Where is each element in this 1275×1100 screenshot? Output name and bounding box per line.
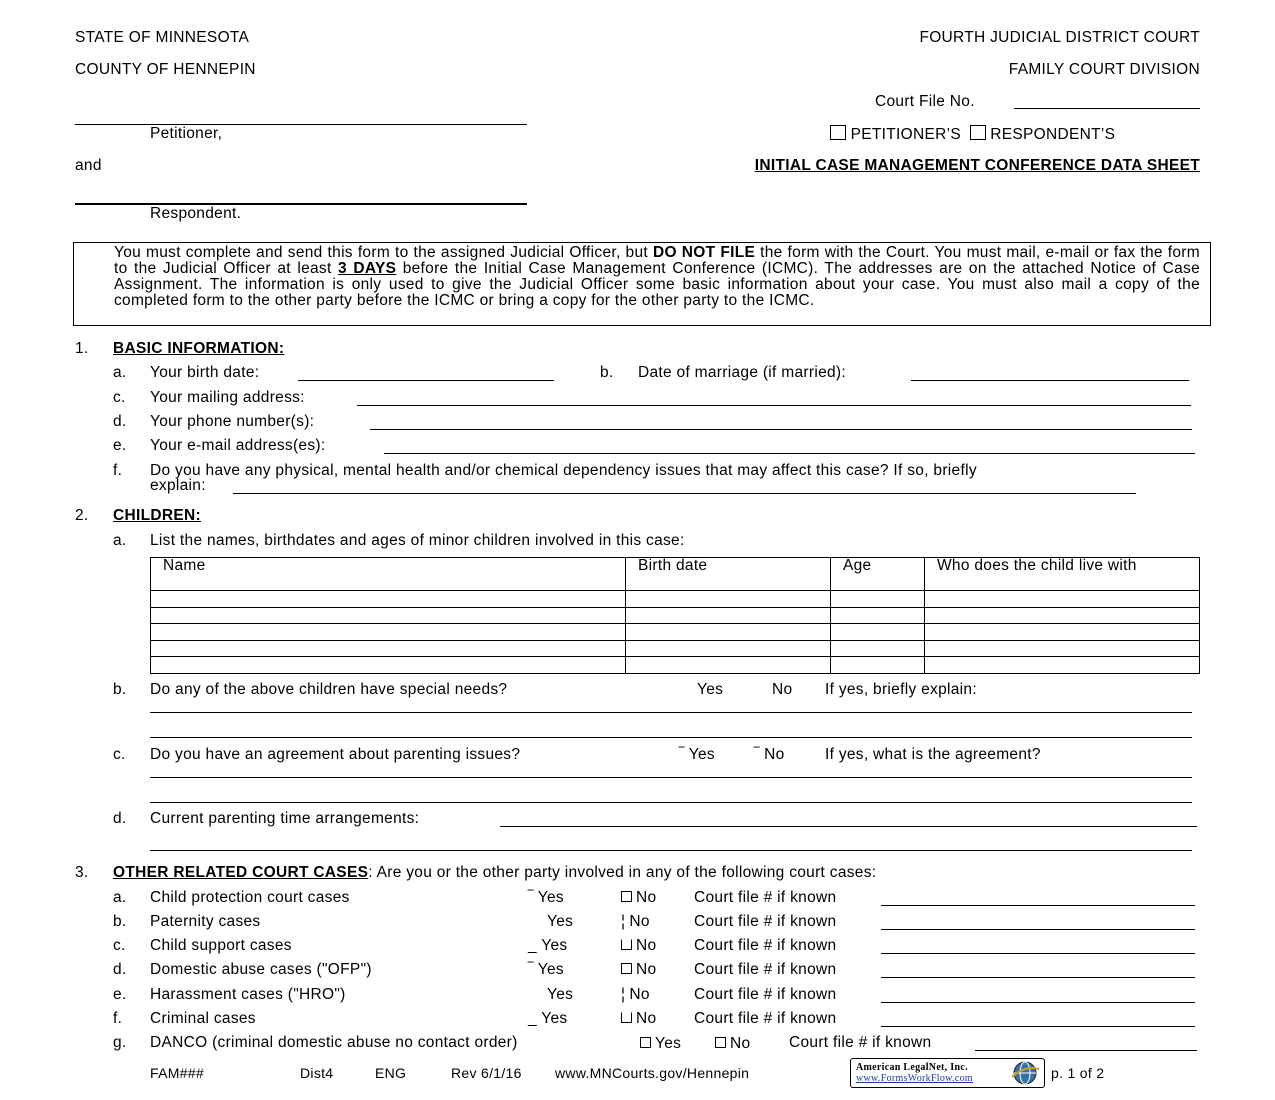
table-cell[interactable] [831,640,925,657]
table-cell[interactable] [151,640,626,657]
vendor-logo [850,1058,1045,1088]
case-yes-checkbox[interactable]: _ [528,1010,542,1027]
table-cell[interactable] [925,657,1200,674]
agreement-field-2[interactable] [150,802,1192,803]
case-label: Domestic abuse cases ("OFP") [150,961,372,978]
case-label: Child support cases [150,937,292,954]
item-letter: f. [113,462,123,479]
table-cell[interactable] [831,657,925,674]
item-letter: a. [113,364,127,381]
col-age: Age [831,558,925,591]
special-needs-label: Do any of the above children have special needs? [150,681,508,698]
logo-link[interactable]: www.FormsWorkFlow.com [856,1073,973,1084]
item-letter: c. [113,937,126,954]
case-label: Paternity cases [150,913,261,930]
county-label: COUNTY OF HENNEPIN [75,61,256,78]
court-file-field[interactable] [1014,108,1200,109]
phone-field[interactable] [370,429,1192,430]
form-title: INITIAL CASE MANAGEMENT CONFERENCE DATA SHEET [754,157,1200,174]
agreement-label: Do you have an agreement about parenting issues? [150,746,521,763]
case-yes[interactable]: Yes [537,889,564,906]
petitioner-name-field[interactable] [75,124,527,125]
issues-explain-label: explain: [150,477,206,494]
marriage-date-label: Date of marriage (if married): [638,364,846,381]
section1-title: BASIC INFORMATION: [113,340,285,357]
court-file-label: Court file # if known [694,937,837,954]
table-cell[interactable] [626,607,831,624]
section2-number: 2. [75,507,89,524]
email-label: Your e-mail address(es): [150,437,326,454]
item-letter: a. [113,532,127,549]
case-yes-checkbox[interactable]: _ [528,937,542,954]
globe-icon [1009,1061,1041,1085]
case-label: Criminal cases [150,1010,256,1027]
agreement-no-checkbox[interactable]: ‾ [754,746,765,763]
case-no[interactable]: No [629,913,650,930]
case-yes-checkbox[interactable]: ‾ [528,961,538,978]
notice-box [73,242,1211,326]
mailing-address-field[interactable] [357,405,1191,406]
table-cell[interactable] [626,657,831,674]
footer-form-code: FAM### [150,1065,204,1081]
birth-date-field[interactable] [298,380,554,381]
footer-district: Dist4 [300,1065,334,1081]
footer-page-number: p. 1 of 2 [1051,1065,1105,1081]
footer-url[interactable]: www.MNCourts.gov/Hennepin [555,1065,750,1081]
item-letter: c. [113,389,126,406]
respondents-checkbox[interactable] [970,125,986,140]
respondents-option-label: RESPONDENT’S [990,126,1116,143]
case-yes-checkbox[interactable]: ‾ [528,889,538,906]
table-row [151,591,1200,608]
special-needs-no[interactable]: No [772,681,793,698]
case-no-checkbox[interactable]: ¦ [621,913,626,930]
email-field[interactable] [384,453,1195,454]
special-needs-field-2[interactable] [150,737,1192,738]
table-cell[interactable] [831,624,925,641]
case-yes[interactable]: Yes [537,961,564,978]
agreement-no[interactable]: No [764,746,785,763]
table-cell[interactable] [626,591,831,608]
birth-date-label: Your birth date: [150,364,260,381]
footer-revision: Rev 6/1/16 [451,1065,522,1081]
logo-company: American LegalNet, Inc. [856,1062,968,1073]
notice-text: You must complete and send this form to the assigned Judicial Officer, but DO NOT FILE the form with the Court. You must mail, e-mail or fax the form to the Judicial Officer at least 3 DAYS before the Initial Case Management Conference (ICMC). The addresses are on the attached Notice of Case Assignment. The information is only used to give the Judicial Officer some basic information about your case. You must also mail a copy of the completed form to the other party before the ICMC or bring a copy for the other party to the ICMC. [114,244,1200,309]
table-cell[interactable] [151,591,626,608]
and-label: and [75,157,102,174]
section3-number: 3. [75,864,89,881]
table-cell[interactable] [151,657,626,674]
issues-label: Do you have any physical, mental health and/or chemical dependency issues that may affect this case? If so, briefly [150,462,977,479]
section3-intro: : Are you or the other party involved in any of the following court cases: [368,864,877,881]
case-court-file-field[interactable] [881,929,1195,930]
table-cell[interactable] [925,607,1200,624]
parenting-time-field-1[interactable] [500,826,1197,827]
case-yes[interactable]: Yes [541,937,568,954]
issues-field[interactable] [233,493,1136,494]
danco-label: DANCO (criminal domestic abuse no contact order) [150,1034,518,1051]
respondent-label: Respondent. [150,205,242,222]
table-cell[interactable] [925,591,1200,608]
agreement-followup: If yes, what is the agreement? [825,746,1041,763]
court-file-label: Court file # if known [789,1034,932,1051]
special-needs-followup: If yes, briefly explain: [825,681,977,698]
case-court-file-field[interactable] [881,953,1195,954]
table-cell[interactable] [626,624,831,641]
col-name: Name [151,558,626,591]
table-row [151,657,1200,674]
item-letter: b. [113,913,127,930]
state-label: STATE OF MINNESOTA [75,29,250,46]
item-letter: d. [113,961,127,978]
case-no[interactable]: No [636,1010,657,1027]
danco-no-checkbox[interactable] [715,1037,726,1048]
case-no[interactable]: No [636,889,657,906]
table-cell[interactable] [626,640,831,657]
special-needs-field-1[interactable] [150,712,1192,713]
case-label: Child protection court cases [150,889,350,906]
agreement-yes-checkbox[interactable]: ‾ [679,746,689,763]
phone-label: Your phone number(s): [150,413,315,430]
case-no[interactable]: No [636,961,657,978]
danco-yes-checkbox[interactable] [640,1037,651,1048]
item-letter: b. [600,364,614,381]
court-file-label: Court file # if known [694,913,837,930]
table-cell[interactable] [831,607,925,624]
danco-yes[interactable]: Yes [655,1035,682,1052]
case-no-checkbox[interactable] [621,1012,632,1023]
case-no[interactable]: No [636,937,657,954]
court-file-label: Court file # if known [694,986,837,1003]
court-name: FOURTH JUDICIAL DISTRICT COURT [919,29,1200,46]
section2-title: CHILDREN: [113,507,201,524]
col-birth-date: Birth date [626,558,831,591]
parenting-time-label: Current parenting time arrangements: [150,810,420,827]
case-yes[interactable]: Yes [541,1010,568,1027]
item-letter: g. [113,1034,127,1051]
special-needs-yes[interactable]: Yes [697,681,724,698]
item-letter: b. [113,681,127,698]
item-letter: a. [113,889,127,906]
case-court-file-field[interactable] [881,905,1195,906]
children-table [150,557,1200,674]
court-file-label: Court file # if known [694,889,837,906]
division-name: FAMILY COURT DIVISION [1008,61,1200,78]
petitioners-option-label: PETITIONER’S [850,126,961,143]
court-file-label: Court file # if known [694,961,837,978]
table-header-row [151,558,1200,591]
court-file-label: Court file # if known [694,1010,837,1027]
mailing-address-label: Your mailing address: [150,389,305,406]
court-file-label: Court File No. [875,93,975,110]
case-label: Harassment cases ("HRO") [150,986,346,1003]
children-list-label: List the names, birthdates and ages of minor children involved in this case: [150,532,685,549]
table-cell[interactable] [151,607,626,624]
item-letter: e. [113,986,127,1003]
petitioner-label: Petitioner, [150,125,223,142]
agreement-yes[interactable]: Yes [688,746,715,763]
table-row [151,624,1200,641]
danco-no[interactable]: No [730,1035,751,1052]
agreement-field-1[interactable] [150,777,1192,778]
case-no-checkbox[interactable] [621,963,632,974]
table-cell[interactable] [925,640,1200,657]
table-row [151,640,1200,657]
item-letter: c. [113,746,126,763]
marriage-date-field[interactable] [911,380,1189,381]
section3-title: OTHER RELATED COURT CASES [113,864,369,881]
table-cell[interactable] [151,624,626,641]
case-yes[interactable]: Yes [547,986,574,1003]
case-court-file-field[interactable] [881,1002,1195,1003]
case-no-checkbox[interactable] [621,891,632,902]
petitioners-checkbox[interactable] [830,125,846,140]
table-cell[interactable] [831,591,925,608]
parenting-time-field-2[interactable] [150,850,1192,851]
case-yes[interactable]: Yes [547,913,574,930]
case-no-checkbox[interactable] [621,939,632,950]
footer-language: ENG [375,1065,407,1081]
item-letter: e. [113,437,127,454]
table-cell[interactable] [925,624,1200,641]
table-row [151,607,1200,624]
section1-number: 1. [75,340,89,357]
col-lives-with: Who does the child live with [925,558,1200,591]
case-court-file-field[interactable] [881,1026,1195,1027]
item-letter: f. [113,1010,123,1027]
case-no[interactable]: No [629,986,650,1003]
case-court-file-field[interactable] [881,977,1195,978]
case-no-checkbox[interactable]: ¦ [621,986,626,1003]
item-letter: d. [113,413,127,430]
danco-court-file-field[interactable] [975,1050,1197,1051]
respondent-name-field[interactable] [75,203,527,205]
item-letter: d. [113,810,127,827]
